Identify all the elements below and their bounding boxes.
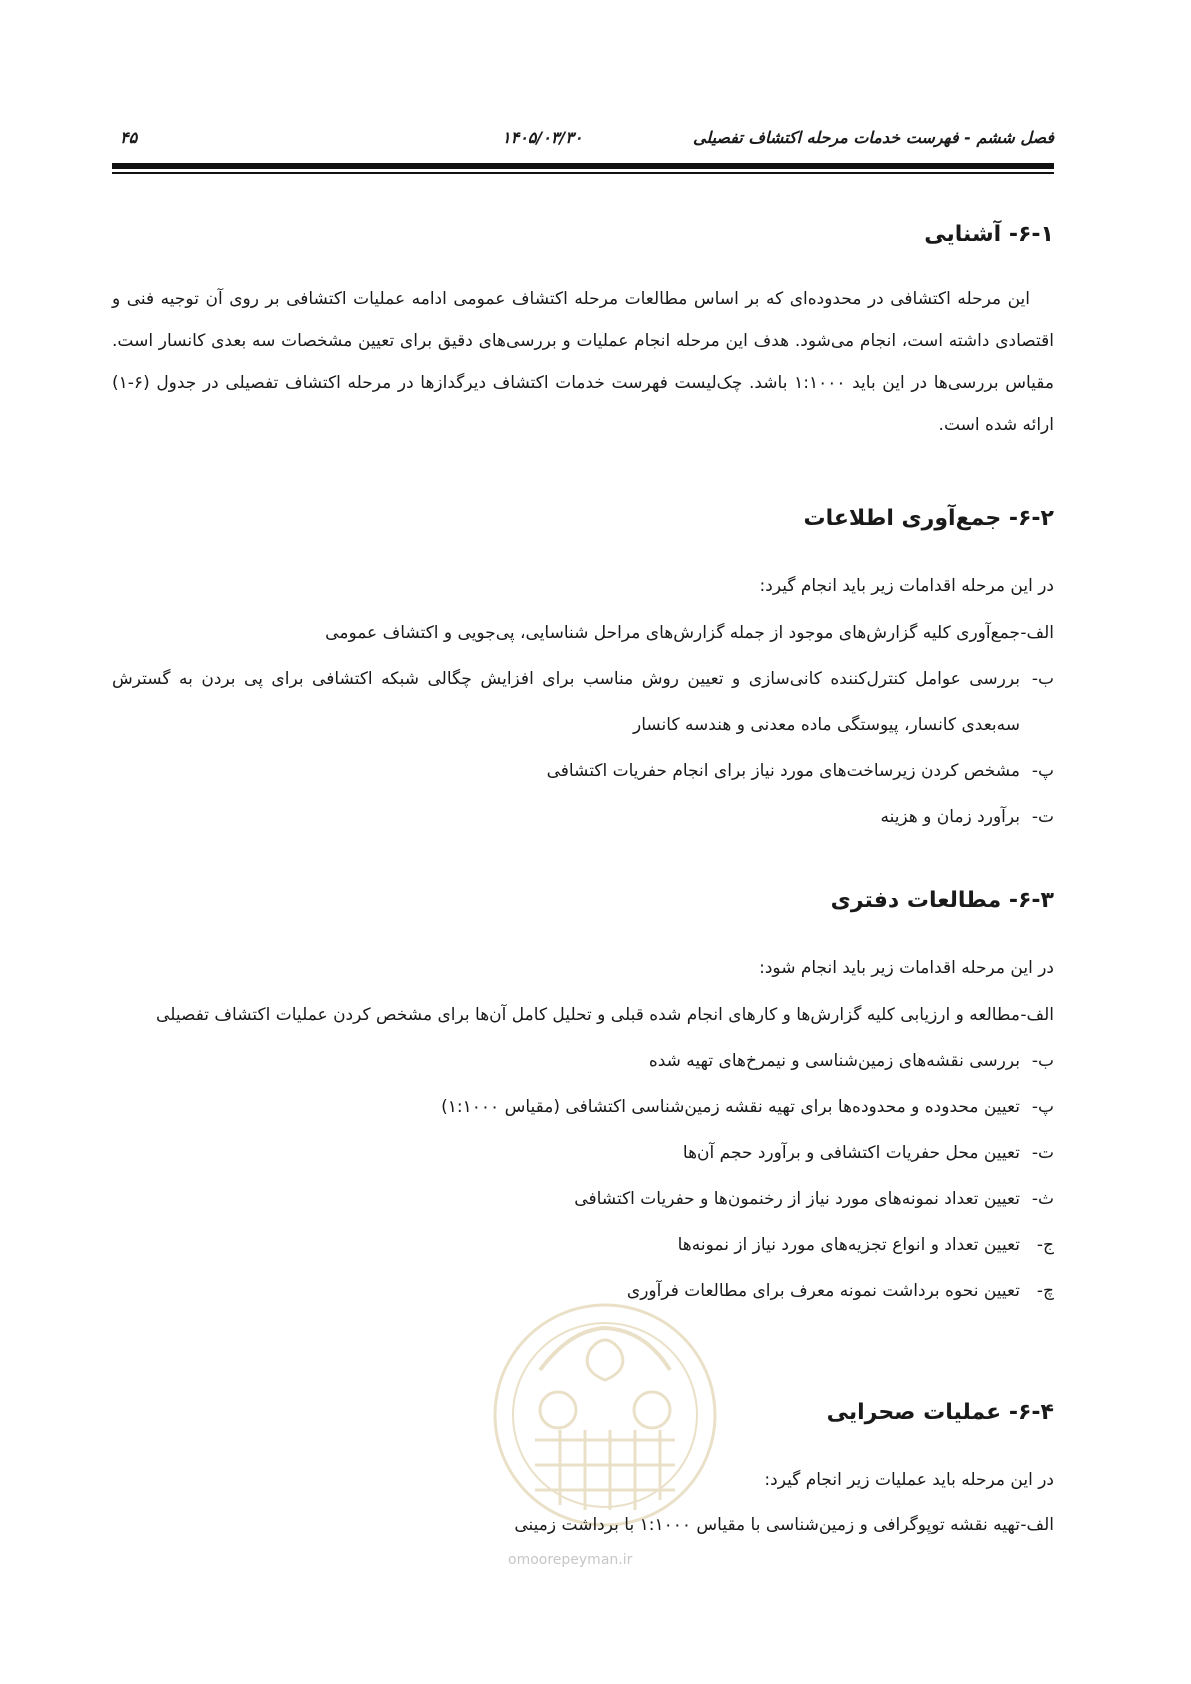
list-marker: چ- [1036, 1281, 1054, 1301]
list-item [112, 748, 1054, 794]
list-marker: ث- [1031, 1189, 1054, 1209]
list-marker: ج- [1036, 1235, 1054, 1255]
list-item [112, 1176, 1054, 1222]
header-date: ۱۴۰۵/۰۳/۳۰ [502, 128, 583, 147]
section-heading-6-3: ۶-۳- مطالعات دفتری [830, 888, 1054, 913]
list-text: تعیین تعداد و انواع تجزیه‌های مورد نیاز از نمونه‌ها [677, 1235, 1020, 1255]
section-heading-6-2: ۶-۲- جمع‌آوری اطلاعات [803, 506, 1054, 531]
list-marker: پ- [1031, 761, 1054, 781]
list-marker: ب- [1031, 669, 1054, 689]
list-item [112, 794, 1054, 840]
page-number: ۴۵ [120, 128, 138, 147]
chapter-title: فصل ششم - فهرست خدمات مرحله اکتشاف تفصیلی [692, 128, 1054, 147]
section-heading-6-4: ۶-۴- عملیات صحرایی [826, 1400, 1054, 1425]
running-header [112, 128, 1054, 154]
list-text: جمع‌آوری کلیه گزارش‌های موجود از جمله گزارش‌های مراحل شناسایی، پی‌جویی و اکتشاف عمومی [325, 623, 1020, 643]
list-item [112, 992, 1054, 1038]
list-item [112, 610, 1054, 656]
list-marker: ت- [1031, 1143, 1054, 1163]
list-marker: الف- [1020, 1005, 1054, 1025]
list-marker: الف- [1020, 623, 1054, 643]
list-marker: ب- [1031, 1051, 1054, 1071]
list-text: مشخص کردن زیرساخت‌های مورد نیاز برای انجام حفریات اکتشافی [546, 761, 1020, 781]
watermark-site: omoorepeyman.ir [508, 1552, 633, 1568]
list-item [112, 656, 1054, 748]
list-marker: ت- [1031, 807, 1054, 827]
list-marker: پ- [1031, 1097, 1054, 1117]
list-6-2 [112, 610, 1054, 840]
list-text: تعیین محدوده و محدوده‌ها برای تهیه نقشه زمین‌شناسی اکتشافی (مقیاس ۱:۱۰۰۰) [441, 1097, 1020, 1117]
list-item [112, 1130, 1054, 1176]
section-lead-6-4: در این مرحله باید عملیات زیر انجام گیرد: [764, 1470, 1054, 1490]
header-rule-thin [112, 172, 1054, 174]
list-item [112, 1222, 1054, 1268]
list-text: برآورد زمان و هزینه [880, 807, 1020, 827]
list-item [112, 1084, 1054, 1130]
list-6-4 [112, 1502, 1054, 1548]
header-rule-thick [112, 163, 1054, 169]
list-6-3 [112, 992, 1054, 1314]
list-text: تعیین محل حفریات اکتشافی و برآورد حجم آن‌ها [682, 1143, 1020, 1163]
list-text: تعیین نحوه برداشت نمونه معرف برای مطالعات فرآوری [626, 1281, 1020, 1301]
list-text: مطالعه و ارزیابی کلیه گزارش‌ها و کارهای انجام شده قبلی و تحلیل کامل آن‌ها برای مشخص کردن عملیات اکتشاف تفصیلی [156, 1005, 1020, 1025]
list-marker: الف- [1020, 1515, 1054, 1535]
list-text: بررسی نقشه‌های زمین‌شناسی و نیمرخ‌های تهیه شده [648, 1051, 1020, 1071]
list-item [112, 1502, 1054, 1548]
section-lead-6-2: در این مرحله اقدامات زیر باید انجام گیرد: [759, 576, 1054, 596]
section-heading-6-1: ۶-۱- آشنایی [924, 222, 1054, 247]
list-item [112, 1038, 1054, 1084]
paragraph-text: این مرحله اکتشافی در محدوده‌ای که بر اساس مطالعات مرحله اکتشاف عمومی ادامه عملیات اکتشافی بر روی آن توجیه فنی و اقتصادی داشته است، انجام می‌شود. هدف این مرحله انجام عملیات و بررسی‌های دقیق برای تعیین مشخصات سه بعدی کانسار است. مقیاس بررسی‌ها در این باید ۱:۱۰۰۰ باشد. چک‌لیست فهرست خدمات اکتشاف دیرگدازها در مرحله اکتشاف تفصیلی در جدول (۶-۱) ارائه شده است. [112, 289, 1054, 435]
list-text: تهیه نقشه توپوگرافی و زمین‌شناسی با مقیاس ۱:۱۰۰۰ با برداشت زمینی [514, 1515, 1020, 1535]
section-lead-6-3: در این مرحله اقدامات زیر باید انجام شود: [759, 958, 1054, 978]
list-text: بررسی عوامل کنترل‌کننده کانی‌سازی و تعیین روش مناسب برای افزایش چگالی شبکه اکتشافی برای پی بردن به گسترش سه‌بعدی کانسار، پیوستگی ماده معدنی و هندسه کانسار [112, 669, 1020, 735]
list-text: تعیین تعداد نمونه‌های مورد نیاز از رخنمون‌ها و حفریات اکتشافی [574, 1189, 1020, 1209]
section-paragraph-6-1 [112, 278, 1054, 446]
